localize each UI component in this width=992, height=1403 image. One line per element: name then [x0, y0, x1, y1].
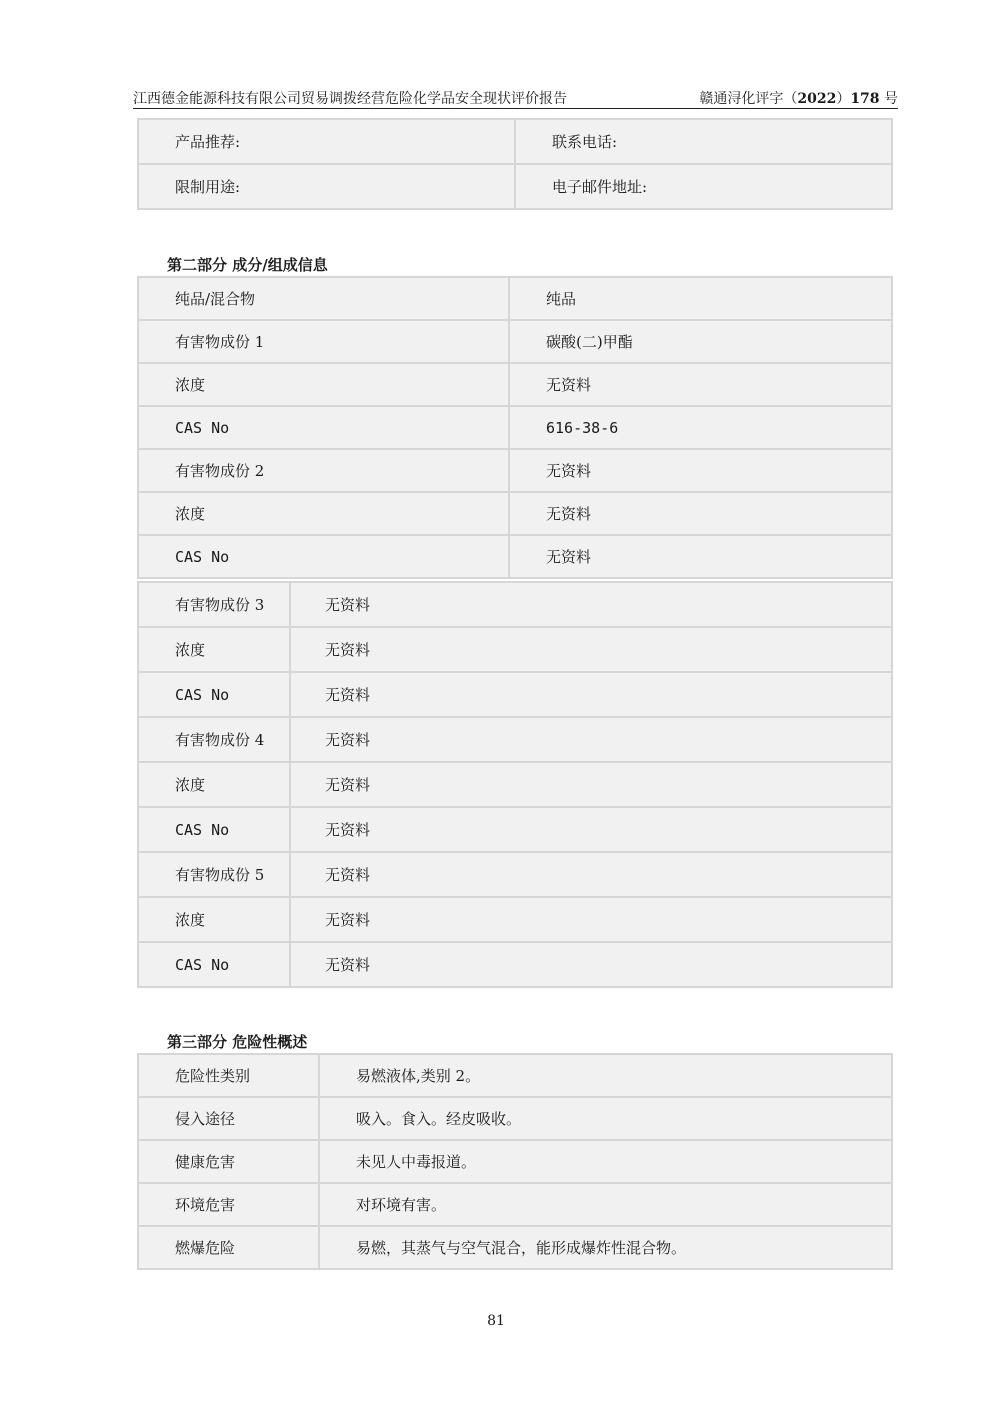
cell-value: 无资料 [290, 807, 892, 852]
cell-label: CAS No [138, 942, 290, 987]
table-row [138, 717, 892, 762]
cell-value: 无资料 [290, 627, 892, 672]
report-title: 江西德金能源科技有限公司贸易调拨经营危险化学品安全现状评价报告 [133, 91, 567, 107]
table-row [138, 1140, 892, 1183]
cell-value: 无资料 [290, 717, 892, 762]
cell-label: 有害物成份 5 [138, 852, 290, 897]
cell-value: 无资料 [290, 672, 892, 717]
table-row [138, 627, 892, 672]
table-row [138, 320, 892, 363]
table-row [138, 277, 892, 320]
cell-label: 浓度 [138, 897, 290, 942]
cell-value: 616-38-6 [509, 406, 892, 449]
table-row [138, 762, 892, 807]
table-row [138, 852, 892, 897]
table-row [138, 1226, 892, 1269]
cell-value: 无资料 [290, 897, 892, 942]
cell-value: 纯品 [509, 277, 892, 320]
email-address-label: 电子邮件地址: [515, 164, 892, 209]
table-row [138, 942, 892, 987]
page-number: 81 [487, 1313, 505, 1329]
cell-label: 环境危害 [138, 1183, 319, 1226]
cell-label: 有害物成份 2 [138, 449, 509, 492]
cell-label: 浓度 [138, 627, 290, 672]
cell-value: 无资料 [290, 942, 892, 987]
cell-value: 碳酸(二)甲酯 [509, 320, 892, 363]
cell-label: 纯品/混合物 [138, 277, 509, 320]
table-row [138, 164, 892, 209]
cell-value: 无资料 [290, 762, 892, 807]
table-row [138, 1097, 892, 1140]
table-row [138, 449, 892, 492]
table-row [138, 363, 892, 406]
cell-value: 无资料 [290, 582, 892, 627]
cell-label: 有害物成份 3 [138, 582, 290, 627]
cell-label: 健康危害 [138, 1140, 319, 1183]
cell-label: 浓度 [138, 762, 290, 807]
restricted-use-label: 限制用途: [138, 164, 515, 209]
product-info-table [137, 118, 893, 210]
cell-value: 无资料 [509, 363, 892, 406]
hazard-overview-table [137, 1053, 893, 1270]
cell-value: 未见人中毒报道。 [319, 1140, 892, 1183]
product-recommendation-label: 产品推荐: [138, 119, 515, 164]
cell-label: 有害物成份 1 [138, 320, 509, 363]
table-row [138, 1183, 892, 1226]
table-row [138, 1054, 892, 1097]
table-row [138, 672, 892, 717]
cell-value: 无资料 [290, 852, 892, 897]
section-2-title: 第二部分 成分/组成信息 [167, 256, 328, 274]
cell-value: 无资料 [509, 449, 892, 492]
cell-value: 无资料 [509, 535, 892, 578]
cell-label: 浓度 [138, 363, 509, 406]
table-row [138, 897, 892, 942]
cell-label: CAS No [138, 807, 290, 852]
table-row [138, 406, 892, 449]
cell-label: 侵入途径 [138, 1097, 319, 1140]
cell-label: CAS No [138, 535, 509, 578]
report-number: 赣通浔化评字（2022）178 号 [699, 91, 898, 107]
table-row [138, 492, 892, 535]
table-row [138, 807, 892, 852]
cell-label: CAS No [138, 406, 509, 449]
cell-label: 有害物成份 4 [138, 717, 290, 762]
cell-value: 无资料 [509, 492, 892, 535]
composition-table-b [137, 581, 893, 988]
section-3-title: 第三部分 危险性概述 [167, 1033, 308, 1051]
table-row [138, 119, 892, 164]
cell-label: CAS No [138, 672, 290, 717]
composition-table-a [137, 276, 893, 579]
table-row [138, 535, 892, 578]
cell-value: 对环境有害。 [319, 1183, 892, 1226]
page-header [133, 86, 898, 109]
cell-value: 易燃，其蒸气与空气混合，能形成爆炸性混合物。 [319, 1226, 892, 1269]
cell-label: 燃爆危险 [138, 1226, 319, 1269]
cell-label: 危险性类别 [138, 1054, 319, 1097]
table-row [138, 582, 892, 627]
contact-phone-label: 联系电话: [515, 119, 892, 164]
cell-value: 易燃液体,类别 2。 [319, 1054, 892, 1097]
cell-label: 浓度 [138, 492, 509, 535]
cell-value: 吸入。食入。经皮吸收。 [319, 1097, 892, 1140]
